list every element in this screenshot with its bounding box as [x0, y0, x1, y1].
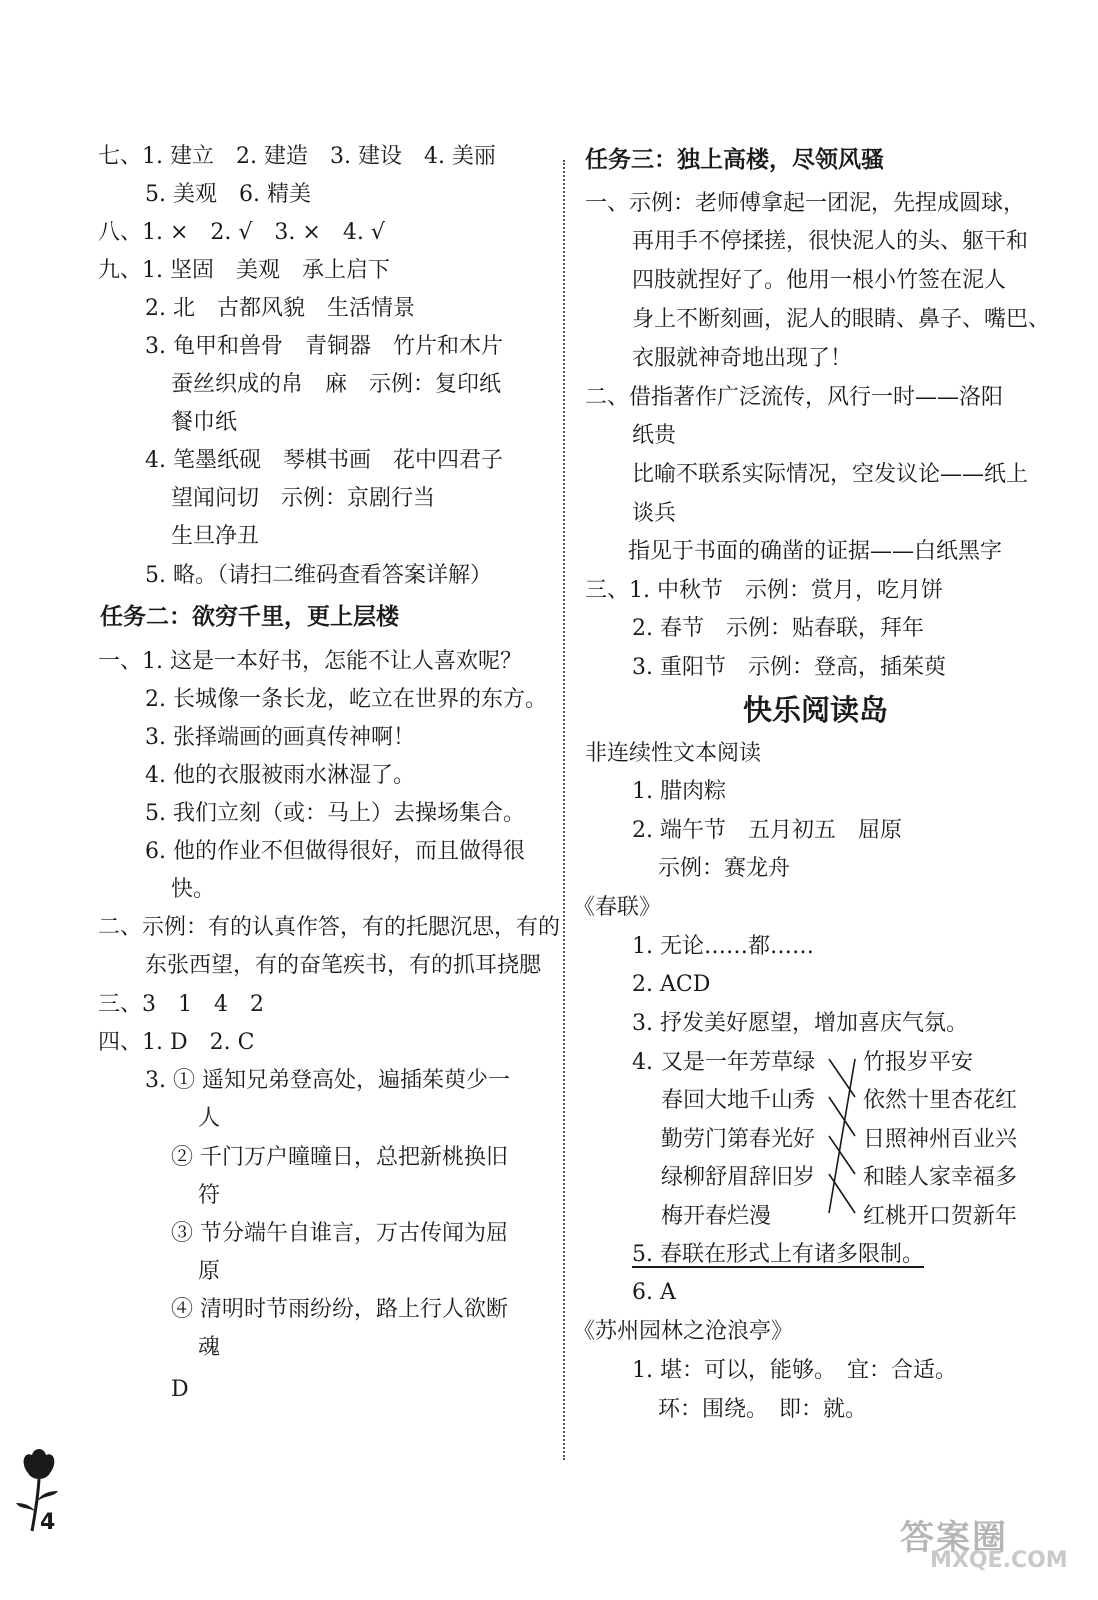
right-line: 1. 腊肉粽 [632, 779, 726, 804]
match-right-item: 依然十里杏花红 [863, 1088, 1018, 1113]
match-left-item: 春回大地千山秀 [661, 1088, 816, 1113]
right-line: 《苏州园林之沧浪亭》 [573, 1319, 794, 1344]
left-line: 4. 他的衣服被雨水淋湿了。 [145, 763, 415, 788]
match-right-item: 竹报岁平安 [863, 1050, 974, 1075]
right-line: 衣服就神奇地出现了！ [632, 346, 853, 371]
left-line: ④ 清明时节雨纷纷，路上行人欲断 [171, 1297, 508, 1322]
match-connector [829, 1136, 855, 1174]
left-line: 四、1. D 2. C [98, 1030, 255, 1055]
left-line: 3. ① 遥知兄弟登高处，遍插茱萸少一 [145, 1068, 510, 1093]
left-line: 九、1. 坚固 美观 承上启下 [98, 258, 390, 283]
left-line: 二、示例：有的认真作答，有的托腮沉思，有的 [98, 915, 561, 940]
match-right-item: 日照神州百业兴 [863, 1127, 1018, 1152]
watermark-url: MXQE.COM [930, 1548, 1068, 1573]
right-line: 1. 堪：可以，能够。 宜：合适。 [632, 1358, 957, 1383]
right-line: 6. A [632, 1280, 676, 1305]
right-line: 2. 端午节 五月初五 屈原 [632, 818, 902, 843]
right-line: 3. 抒发美好愿望，增加喜庆气氛。 [632, 1011, 968, 1036]
right-line: 3. 重阳节 示例：登高，插茱萸 [632, 655, 946, 680]
right-line: 任务三：独上高楼，尽领风骚 [585, 146, 884, 173]
left-line: 4. 笔墨纸砚 琴棋书画 花中四君子 [145, 448, 503, 473]
right-line: 三、1. 中秋节 示例：赏月，吃月饼 [585, 578, 943, 603]
right-line: 非连续性文本阅读 [585, 741, 762, 766]
left-line: 3. 张择端画的画真传神啊！ [145, 725, 415, 750]
left-line: D [171, 1377, 189, 1402]
left-line: 蚕丝织成的帛 麻 示例：复印纸 [171, 372, 502, 397]
right-line: 纸贵 [632, 423, 677, 448]
right-line: 《春联》 [573, 895, 662, 920]
left-line: 生旦净丑 [171, 524, 260, 549]
right-line: 比喻不联系实际情况，空发议论——纸上 [632, 462, 1029, 487]
right-line: 快乐阅读岛 [743, 693, 889, 727]
right-line: 身上不断刻画，泥人的眼睛、鼻子、嘴巴、 [632, 307, 1051, 332]
right-line: 再用手不停揉搓，很快泥人的头、躯干和 [632, 229, 1029, 254]
left-line: ② 千门万户曈曈日，总把新桃换旧 [171, 1145, 508, 1170]
left-line: ③ 节分端午自谁言，万古传闻为屈 [171, 1221, 508, 1246]
column-divider [563, 160, 565, 1460]
left-line: 快。 [171, 877, 216, 902]
left-line: 八、1. × 2. √ 3. × 4. √ [98, 220, 385, 245]
left-line: 3. 龟甲和兽骨 青铜器 竹片和木片 [145, 334, 503, 359]
left-line: 5. 美观 6. 精美 [145, 182, 311, 207]
right-line: 4. [632, 1050, 653, 1075]
watermark [900, 1510, 1068, 1573]
left-line: 任务二：欲穷千里，更上层楼 [100, 603, 399, 630]
left-line: 5. 我们立刻（或：马上）去操场集合。 [145, 801, 525, 826]
right-line: 环：围绕。 即：就。 [658, 1397, 868, 1422]
left-line: 三、3 1 4 2 [98, 992, 264, 1017]
left-line: 望闻问切 示例：京剧行当 [171, 486, 436, 511]
left-line: 符 [198, 1183, 221, 1208]
left-line: 人 [198, 1106, 221, 1131]
match-right-item: 和睦人家幸福多 [863, 1165, 1018, 1190]
right-line: 二、借指著作广泛流传，风行一时——洛阳 [585, 385, 1004, 410]
right-line: 一、示例：老师傅拿起一团泥，先捏成圆球， [585, 191, 1026, 216]
left-line: 2. 北 古都风貌 生活情景 [145, 296, 415, 321]
match-right-item: 红桃开口贺新年 [863, 1204, 1018, 1229]
page-number: 4 [40, 1510, 56, 1535]
left-line: 东张西望，有的奋笔疾书，有的抓耳挠腮 [145, 953, 542, 978]
watermark-text: 答案圈 [900, 1518, 1008, 1558]
match-connector [829, 1059, 855, 1213]
left-line: 魂 [198, 1335, 221, 1360]
right-line: 2. ACD [632, 972, 711, 997]
right-line: 四肢就捏好了。他用一根小竹签在泥人 [632, 268, 1007, 293]
match-left-item: 勤劳门第春光好 [661, 1127, 816, 1152]
right-line: 示例：赛龙舟 [658, 856, 791, 881]
left-line: 原 [198, 1259, 221, 1284]
left-line: 餐巾纸 [171, 410, 238, 435]
right-line: 指见于书面的确凿的证据——白纸黑字 [628, 539, 1003, 564]
match-left-item: 绿柳舒眉辞旧岁 [661, 1165, 816, 1190]
right-line: 2. 春节 示例：贴春联，拜年 [632, 616, 924, 641]
left-line: 6. 他的作业不但做得很好，而且做得很 [145, 839, 525, 864]
match-connector [829, 1097, 855, 1136]
right-line: 5. 春联在形式上有诸多限制。 [632, 1242, 924, 1267]
right-line: 1. 无论……都…… [632, 934, 814, 959]
right-line: 谈兵 [632, 501, 677, 526]
match-left-item: 又是一年芳草绿 [661, 1050, 816, 1075]
left-line: 2. 长城像一条长龙，屹立在世界的东方。 [145, 687, 547, 712]
left-line: 一、1. 这是一本好书，怎能不让人喜欢呢？ [98, 649, 522, 674]
left-line: 5. 略。（请扫二维码查看答案详解） [145, 563, 492, 588]
left-line: 七、1. 建立 2. 建造 3. 建设 4. 美丽 [98, 144, 496, 169]
match-left-item: 梅开春烂漫 [661, 1204, 772, 1229]
